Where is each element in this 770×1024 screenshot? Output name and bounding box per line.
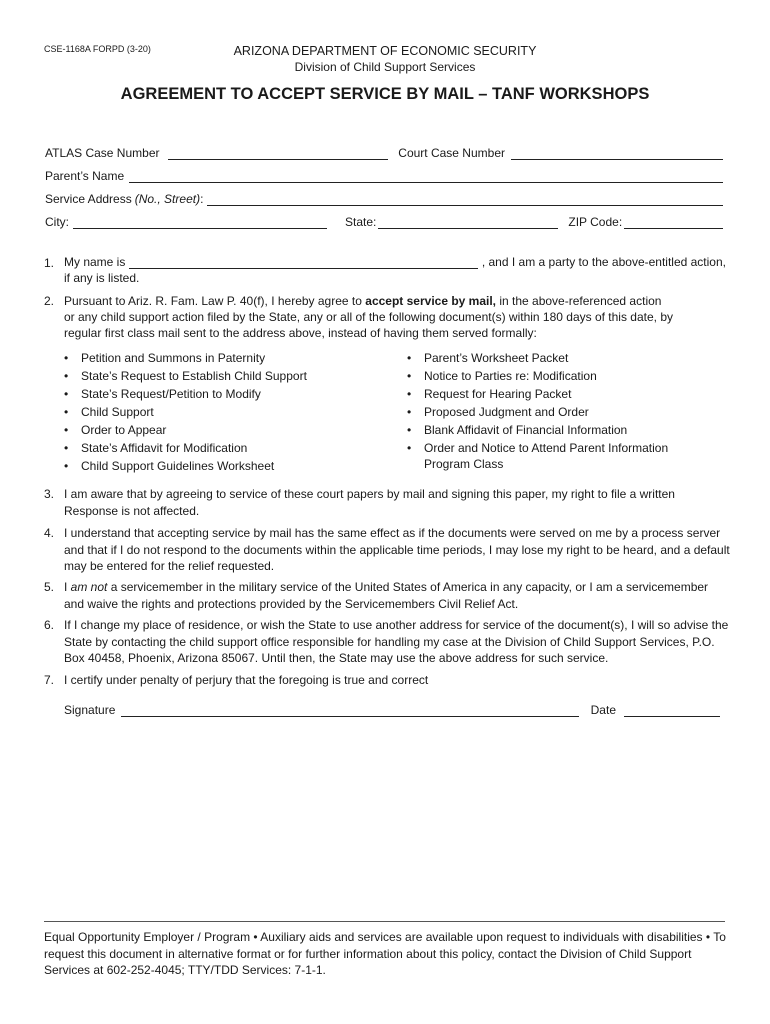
item-5-emphasis: am not	[70, 580, 108, 594]
service-address-hint: (No., Street)	[134, 192, 201, 206]
zip-label: ZIP Code:	[568, 215, 623, 229]
item-1-line	[64, 255, 726, 269]
item-4-number: 4.	[44, 526, 55, 540]
list-item	[64, 421, 307, 439]
list-item	[407, 421, 707, 439]
bullet-icon: •	[64, 441, 69, 455]
documents-right-list	[407, 349, 707, 472]
item-1-number: 1.	[44, 256, 55, 270]
document-name: Parent’s Worksheet Packet	[424, 351, 569, 365]
signature-field[interactable]	[121, 704, 578, 717]
name-field[interactable]	[129, 256, 477, 269]
list-item	[64, 457, 307, 475]
list-item	[64, 385, 307, 403]
signature-row	[64, 703, 722, 717]
form-code: CSE-1168A FORPD (3-20)	[44, 44, 151, 54]
document-name: Order to Appear	[81, 423, 167, 437]
state-label: State:	[345, 215, 377, 229]
item-7-text: I certify under penalty of perjury that the foregoing is true and correct	[64, 673, 429, 687]
list-item	[407, 403, 707, 421]
document-name: Order and Notice to Attend Parent Information Program Class	[424, 441, 669, 471]
zip-field[interactable]	[624, 216, 723, 229]
list-item	[407, 385, 707, 403]
bullet-icon: •	[407, 405, 412, 419]
court-case-number-field[interactable]	[511, 147, 723, 160]
bullet-icon: •	[407, 351, 412, 365]
city-field[interactable]	[73, 216, 327, 229]
page-title: AGREEMENT TO ACCEPT SERVICE BY MAIL – TANF WORKSHOPS	[120, 85, 650, 103]
agency-name: ARIZONA DEPARTMENT OF ECONOMIC SECURITY	[233, 44, 537, 58]
item-6-text: If I change my place of residence, or wish the State to use another address for service of the document(s), I will so advise the State by contacting the child support office responsible for handling my case at the Division of Child Support Services, P.O. Box 40458, Phoenix, Arizona 85067. Until then, the State may use the above address for such service.	[64, 618, 729, 665]
city-state-zip-row	[45, 215, 725, 229]
item-2-line-3: regular first class mail sent to the address above, instead of having them served formally:	[64, 326, 537, 340]
document-name: State’s Affidavit for Modification	[81, 441, 248, 455]
case-number-row	[45, 146, 725, 160]
atlas-case-number-label: ATLAS Case Number	[45, 146, 160, 160]
bullet-icon: •	[407, 441, 412, 455]
footer-text: Equal Opportunity Employer / Program • Auxiliary aids and services are available upon request to individuals with disabilities • To request this document in alternative format or for further information about this policy, contact the Division of Child Support Services at 602-252-4045; TTY/TDD Services: 7-1-1.	[44, 930, 726, 977]
list-item	[407, 349, 707, 367]
date-label: Date	[590, 703, 616, 717]
item-5-text	[64, 579, 730, 612]
item-7-number: 7.	[44, 673, 55, 687]
city-label: City:	[45, 215, 69, 229]
item-2-number: 2.	[44, 294, 55, 308]
document-name: Child Support Guidelines Worksheet	[81, 459, 275, 473]
item-2-line-1	[64, 294, 661, 308]
item-1-text-before: My name is	[64, 255, 126, 269]
item-1-text-after: , and I am a party to the above-entitled action,	[481, 255, 726, 269]
signature-label: Signature	[64, 703, 116, 717]
bullet-icon: •	[64, 369, 69, 383]
item-6-number: 6.	[44, 618, 55, 632]
item-2-text-c: in the above-referenced action	[496, 294, 662, 308]
bullet-icon: •	[407, 369, 412, 383]
document-name: Blank Affidavit of Financial Information	[424, 423, 628, 437]
atlas-case-number-field[interactable]	[168, 147, 389, 160]
parents-name-label: Parent’s Name	[45, 169, 125, 183]
item-1-continued: if any is listed.	[64, 271, 140, 285]
service-address-label: Service Address	[45, 192, 132, 206]
service-address-row	[45, 192, 725, 206]
list-item	[64, 439, 307, 457]
item-4-text: I understand that accepting service by mail has the same effect as if the documents were served on me by a process server and that if I do not respond to the documents within the applicable time periods, I may lose my right to be heard, and a default may be entered for the relief requested.	[64, 526, 730, 573]
court-case-number-label: Court Case Number	[398, 146, 505, 160]
documents-left-list	[64, 349, 307, 475]
item-5-text-c: a servicemember in the military service of the United States of America in any capacity, or I am a servicemember and waive the rights and protections provided by the Servicemembers Civil Relief Act.	[64, 580, 709, 611]
item-2-line-2: or any child support action filed by the State, any or all of the following document(s) within 180 days of this date, by	[64, 310, 674, 324]
state-field[interactable]	[378, 216, 558, 229]
item-5-number: 5.	[44, 580, 55, 594]
list-item	[407, 367, 707, 385]
document-name: Proposed Judgment and Order	[424, 405, 589, 419]
bullet-icon: •	[64, 351, 69, 365]
bullet-icon: •	[64, 405, 69, 419]
document-name: Request for Hearing Packet	[424, 387, 572, 401]
list-item	[407, 439, 707, 472]
service-address-field[interactable]	[207, 193, 723, 206]
document-name: State’s Request/Petition to Modify	[81, 387, 261, 401]
parents-name-row	[45, 169, 725, 183]
item-2-emphasis: accept service by mail,	[365, 294, 497, 308]
document-name: State’s Request to Establish Child Support	[81, 369, 307, 383]
date-field[interactable]	[624, 704, 720, 717]
bullet-icon: •	[64, 423, 69, 437]
division-name: Division of Child Support Services	[294, 60, 476, 74]
item-5-text-a: I	[64, 580, 71, 594]
document-name: Notice to Parties re: Modification	[424, 369, 597, 383]
item-3-number: 3.	[44, 487, 55, 501]
document-name: Child Support	[81, 405, 154, 419]
service-address-colon: :	[200, 192, 204, 206]
bullet-icon: •	[407, 423, 412, 437]
list-item	[64, 367, 307, 385]
list-item	[64, 403, 307, 421]
document-name: Petition and Summons in Paternity	[81, 351, 266, 365]
bullet-icon: •	[64, 387, 69, 401]
footer-divider	[44, 921, 725, 922]
parents-name-field[interactable]	[129, 170, 723, 183]
bullet-icon: •	[407, 387, 412, 401]
bullet-icon: •	[64, 459, 69, 473]
item-2-text-a: Pursuant to Ariz. R. Fam. Law P. 40(f), I hereby agree to	[64, 294, 366, 308]
item-3-text: I am aware that by agreeing to service of these court papers by mail and signing this paper, my right to file a written Response is not affected.	[64, 487, 675, 518]
list-item	[64, 349, 307, 367]
